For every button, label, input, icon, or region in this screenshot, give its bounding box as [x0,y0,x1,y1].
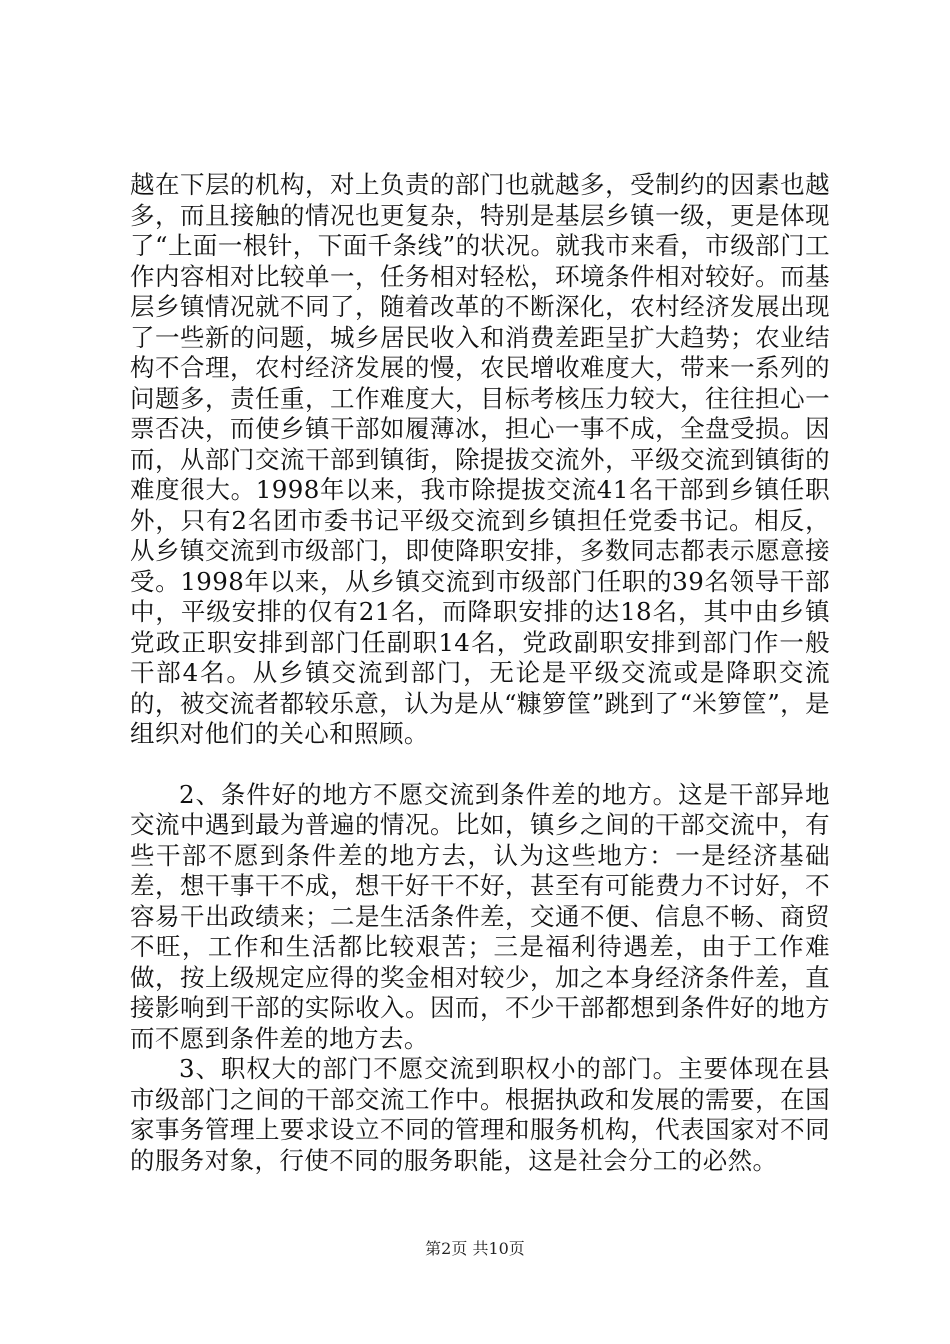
body-paragraph-2: 2、条件好的地方不愿交流到条件差的地方。这是干部异地交流中遇到最为普遍的情况。比如，镇乡之间的干部交流中，有些干部不愿到条件差的地方去，认为这些地方：一是经济基础差，想干事干不成，想干好干不好，甚至有可能费力不讨好，不容易干出政绩来；二是生活条件差，交通不便、信息不畅、商贸不旺，工作和生活都比较艰苦；三是福利待遇差，由于工作难做，按上级规定应得的奖金相对较少，加之本身经济条件差，直接影响到干部的实际收入。因而，不少干部都想到条件好的地方而不愿到条件差的地方去。 [130,779,830,1053]
body-paragraph-1: 越在下层的机构，对上负责的部门也就越多，受制约的因素也越多，而且接触的情况也更复杂，特别是基层乡镇一级，更是体现了“上面一根针，下面千条线”的状况。就我市来看，市级部门工作内容相对比较单一，任务相对轻松，环境条件相对较好。而基层乡镇情况就不同了，随着改革的不断深化，农村经济发展出现了一些新的问题，城乡居民收入和消费差距呈扩大趋势；农业结构不合理，农村经济发展的慢，农民增收难度大，带来一系列的问题多，责任重，工作难度大，目标考核压力较大，往往担心一票否决，而使乡镇干部如履薄冰，担心一事不成，全盘受损。因而，从部门交流干部到镇街，除提拔交流外，平级交流到镇街的难度很大。1998年以来，我市除提拔交流41名干部到乡镇任职外，只有2名团市委书记平级交流到乡镇担任党委书记。相反，从乡镇交流到市级部门，即使降职安排，多数同志都表示愿意接受。1998年以来，从乡镇交流到市级部门任职的39名领导干部中，平级安排的仅有21名，而降职安排的达18名，其中由乡镇党政正职安排到部门任副职14名，党政副职安排到部门作一般干部4名。从乡镇交流到部门，无论是平级交流或是降职交流的，被交流者都较乐意，认为是从“糠箩筐”跳到了“米箩筐”，是组织对他们的关心和照顾。 [130,170,830,748]
body-paragraph-3: 3、职权大的部门不愿交流到职权小的部门。主要体现在县市级部门之间的干部交流工作中。根据执政和发展的需要，在国家事务管理上要求设立不同的管理和服务机构，代表国家对不同的服务对象，行使不同的服务职能，这是社会分工的必然。 [130,1054,830,1175]
page-footer: 第2页 共10页 [425,1239,525,1258]
document-body [130,170,830,1176]
